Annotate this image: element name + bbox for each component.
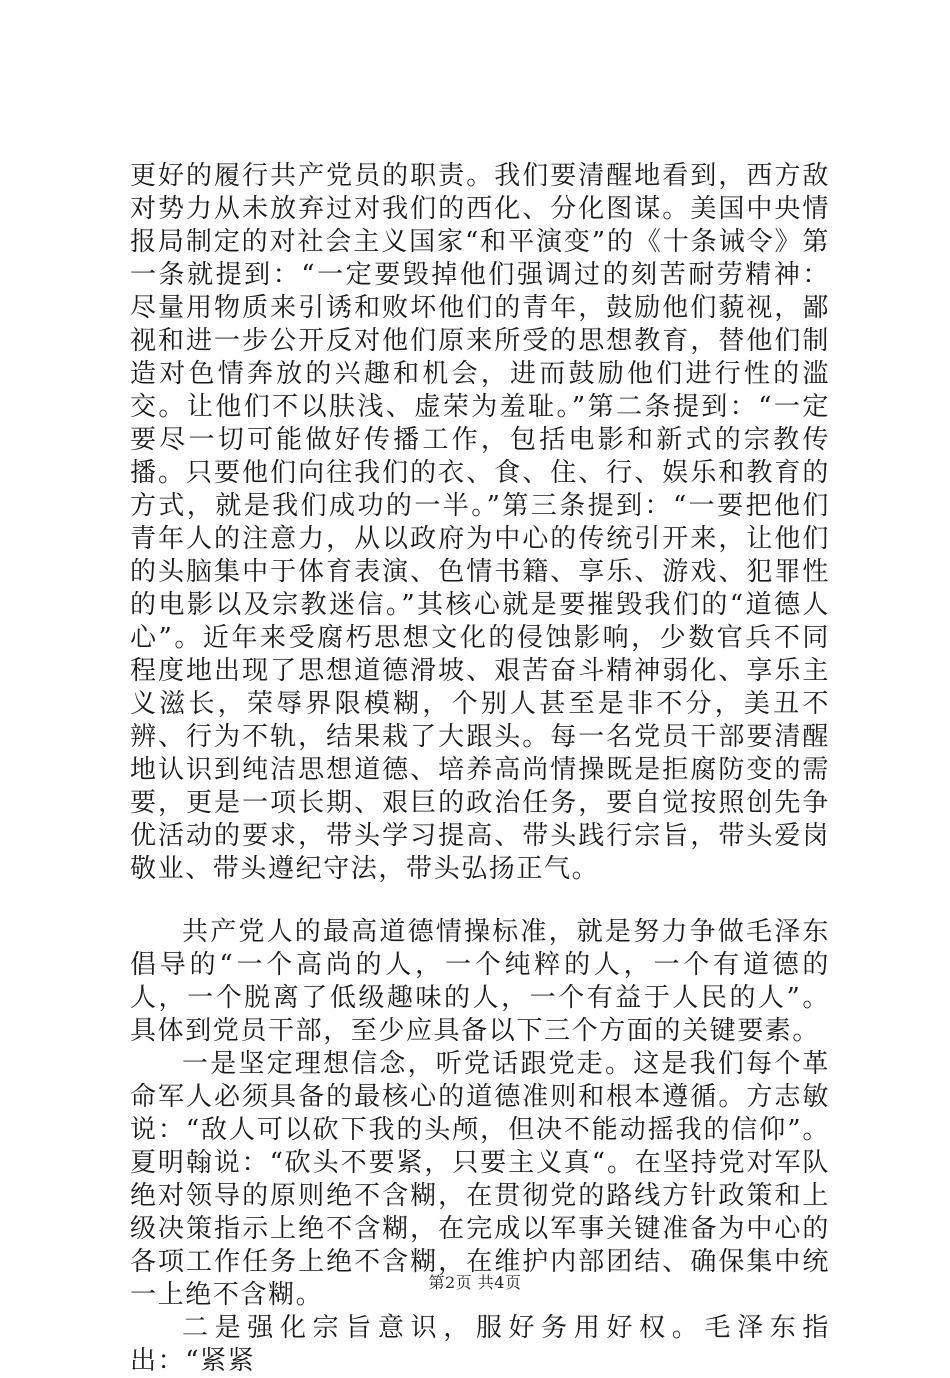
page-number-footer: 第2页 共4页 <box>428 1273 522 1292</box>
paragraph-2: 共产党人的最高道德情操标准，就是努力争做毛泽东倡导的“一个高尚的人，一个纯粹的人，一个有道德的人，一个脱离了低级趣味的人，一个有益于人民的人”。具体到党员干部，至少应具备以下三个方面的关键要素。 <box>130 917 830 1046</box>
paragraph-3: 一是坚定理想信念，听党话跟党走。这是我们每个革命军人必须具备的最核心的道德准则和根本遵循。方志敏说：“敌人可以砍下我的头颅，但决不能动摇我的信仰”。夏明翰说：“砍头不要紧，只要主义真“。在坚持党对军队绝对领导的原则绝不含糊，在贯彻党的路线方针政策和上级决策指示上绝不含糊，在完成以军事关键准备为中心的各项工作任务上绝不含糊，在维护内部团结、确保集中统一上绝不含糊。 <box>130 1049 830 1310</box>
paragraph-4: 二是强化宗旨意识，服好务用好权。毛泽东指出：“紧紧 <box>130 1313 830 1376</box>
document-body <box>130 160 830 1378</box>
paragraph-1: 更好的履行共产党员的职责。我们要清醒地看到，西方敌对势力从未放弃过对我们的西化、分化图谋。美国中央情报局制定的对社会主义国家“和平演变”的《十条诫令》第一条就提到：“一定要毁掉他们强调过的刻苦耐劳精神：尽量用物质来引诱和败坏他们的青年，鼓励他们藐视，鄙视和进一步公开反对他们原来所受的思想教育，替他们制造对色情奔放的兴趣和机会，进而鼓励他们进行性的滥交。让他们不以肤浅、虚荣为羞耻。”第二条提到：“一定要尽一切可能做好传播工作，包括电影和新式的宗教传播。只要他们向往我们的衣、食、住、行、娱乐和教育的方式，就是我们成功的一半。”第三条提到：“一要把他们青年人的注意力，从以政府为中心的传统引开来，让他们的头脑集中于体育表演、色情书籍、享乐、游戏、犯罪性的电影以及宗教迷信。”其核心就是要摧毁我们的“道德人心”。近年来受腐朽思想文化的侵蚀影响，少数官兵不同程度地出现了思想道德滑坡、艰苦奋斗精神弱化、享乐主义滋长，荣辱界限模糊，个别人甚至是非不分，美丑不辨、行为不轨，结果栽了大跟头。每一名党员干部要清醒地认识到纯洁思想道德、培养高尚情操既是拒腐防变的需要，更是一项长期、艰巨的政治任务，要自觉按照创先争优活动的要求，带头学习提高、带头践行宗旨，带头爱岗敬业、带头遵纪守法，带头弘扬正气。 <box>130 161 830 884</box>
